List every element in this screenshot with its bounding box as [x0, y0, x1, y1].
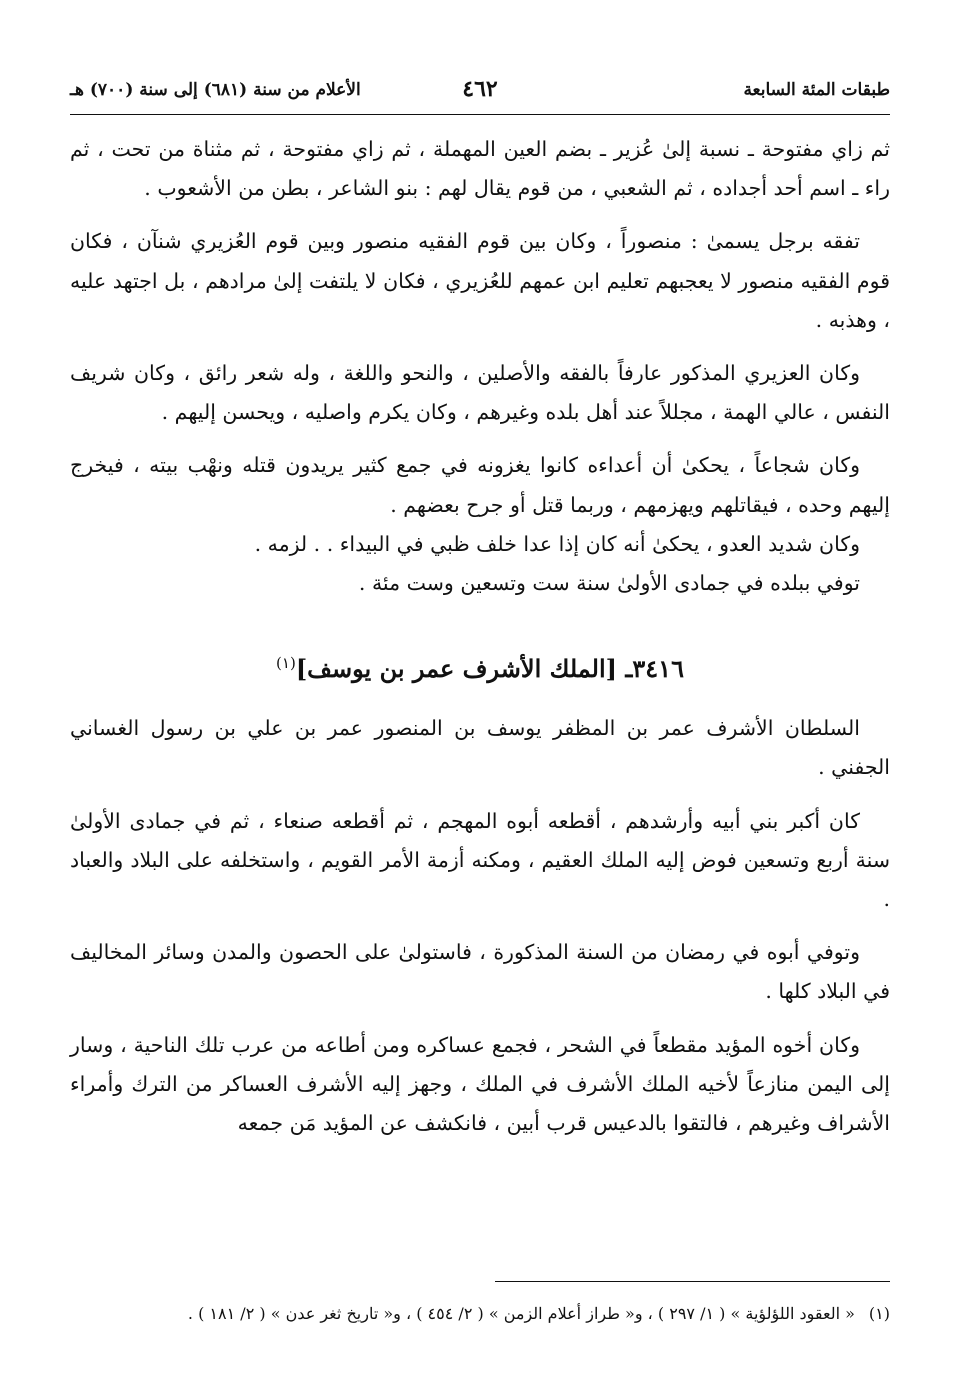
header-section-title: طبقات المئة السابعة — [743, 80, 890, 100]
paragraph: ثم زاي مفتوحة ـ نسبة إلىٰ عُزير ـ بضم العين المهملة ، ثم زاي مفتوحة ، ثم مثناة من تحت ، ثم راء ـ اسم أحد أجداده ، ثم الشعبي ، من قوم يقال لهم : بنو الشاعر ، بطن من الأشعوب . — [70, 137, 890, 201]
footnote-separator — [495, 1281, 890, 1282]
body-text — [70, 130, 890, 1157]
paragraph: كان أكبر بني أبيه وأرشدهم ، أقطعه أبوه المهجم ، ثم أقطعه صنعاء ، ثم في جمادى الأولىٰ سنة أربع وتسعين فوض إليه الملك العقيم ، ومكنه أزمة الأمر القويم ، واستخلفه على البلاد والعباد . — [70, 808, 890, 912]
paragraph: وتوفي أبوه في رمضان من السنة المذكورة ، فاستولىٰ على الحصون والمدن وسائر المخاليف في البلاد كلها . — [70, 940, 890, 1004]
paragraph: توفي ببلده في جمادى الأولىٰ سنة ست وتسعين وست مئة . — [358, 571, 860, 596]
paragraph: وكان شجاعاً ، يحكىٰ أن أعداءه كانوا يغزونه في جمع كثير يريدون قتله ونهْب بيته ، فيخرج إليهم وحده ، فيقاتلهم ويهزمهم ، وربما قتل أو جرح بعضهم . — [70, 453, 890, 517]
footnote-marker: (١) — [868, 1304, 890, 1323]
footnote-reference: (١) — [276, 654, 296, 673]
paragraph: تفقه برجل يسمىٰ : منصوراً ، وكان بين قوم الفقيه منصور وبين قوم العُزيري شنآن ، فكان قوم الفقيه منصور لا يعجبهم تعليم ابن عمهم للعُزيري ، فكان لا يلتفت إلىٰ مرادهم ، بل اجتهد عليه ، وهذبه . — [70, 229, 890, 332]
header-range-title: الأعلام من سنة (٦٨١) إلى سنة (٧٠٠) هـ — [70, 80, 361, 100]
footnote-text: « العقود اللؤلؤية » ( ١/ ٢٩٧ ) ، و« طراز أعلام الزمن » ( ٢/ ٤٥٤ ) ، و« تاريخ ثغر عدن » ( ٢/ ١٨١ ) . — [187, 1304, 855, 1323]
paragraph: وكان العزيري المذكور عارفاً بالفقه والأصلين ، والنحو واللغة ، وله شعر رائق ، وكان شريف النفس ، عالي الهمة ، مجللاً عند أهل بلده وغيرهم ، وكان يكرم واصليه ، ويحسن إليهم . — [70, 361, 890, 425]
footnote — [70, 1300, 890, 1328]
entry-title-text: ٣٤١٦ـ [الملك الأشرف عمر بن يوسف] — [295, 654, 684, 684]
page-number: ٤٦٢ — [462, 76, 498, 102]
paragraph: وكان أخوه المؤيد مقطعاً في الشحر ، فجمع عساكره ومن أطاعه من عرب تلك الناحية ، وسار إلى اليمن منازعاً لأخيه الملك الأشرف في الملك ، وجهز إليه الأشرف العساكر من الترك وأمراء الأشراف وغيرهم ، فالتقوا بالدعيس قرب أبين ، فانكشف عن المؤيد مَن جمعه — [70, 1032, 890, 1136]
paragraph: السلطان الأشرف عمر بن المظفر يوسف بن المنصور عمر بن علي بن رسول الغساني الجفني . — [70, 716, 890, 780]
paragraph: وكان شديد العدو ، يحكىٰ أنه كان إذا عدا خلف ظبي في البيداء . . لزمه . — [254, 531, 860, 556]
running-header — [70, 74, 890, 115]
entry-title — [70, 641, 890, 691]
